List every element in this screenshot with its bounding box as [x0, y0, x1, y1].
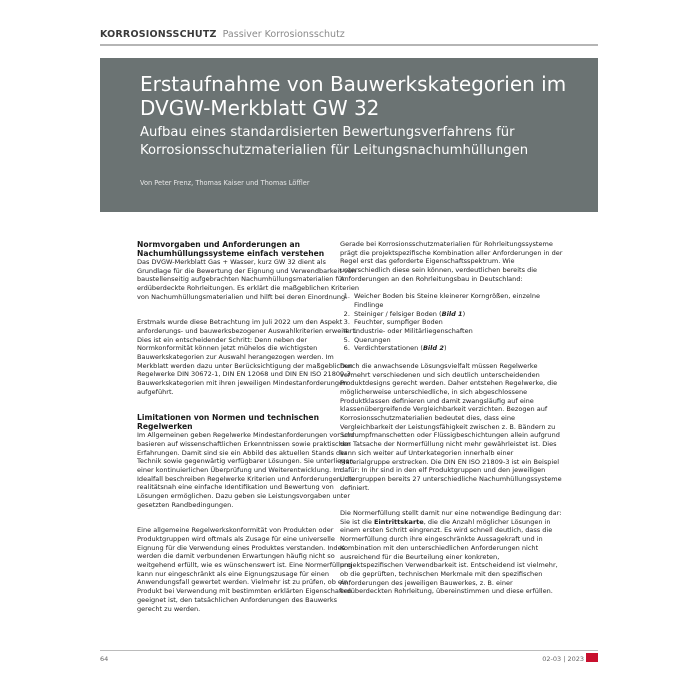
- left-column: [137, 240, 361, 622]
- page-footer: [100, 650, 598, 667]
- issue-label: 02-03 | 2023: [542, 655, 584, 663]
- list-item: 2. Steiniger / felsiger Boden (Bild 1): [352, 310, 564, 319]
- paragraph: Durch die anwachsende Lösungsvielfalt müssen Regelwerke vermehrt verschiedenen und sich deutlich unterscheidenden Produktdesigns gerecht werden. Daher entstehen Regelwerke, die möglicherweise unterschiedliche, in sich abgeschlossene Produktklassen definieren und damit zwangsläufig auf eine klassenübergreifende Vergleichbarkeit verzichten. Bezogen auf Korrosionsschutzmaterialien bedeutet dies, dass eine Vergleichbarkeit der Leistungsfähigkeit zwischen z. B. Bändern zu Schrumpfmanschetten oder Flüssigbeschichtungen allein aufgrund der Tatsache der Normerfüllung nicht mehr gewährleistet ist. Dies kann sich weiter auf Unterkategorien innerhalb einer Materialgruppe erstrecken. Die DIN EN ISO 21809-3 ist ein Beispiel dafür: In ihr sind in den elf Produktgruppen und den jeweiligen Untergruppen bereits 27 unterschiedliche Nachumhüllungssysteme definiert.: [340, 361, 562, 492]
- paragraph: Eine allgemeine Regelwerkskonformität von Produkten oder Produktgruppen wird oftmals als Zusage für eine universelle Eignung für die Verwendung eines Produktes verstanden. Indes werden die damit verbundenen Erwartungen häufig nicht so weitgehend erfüllt, wie es wünschenswert ist. Eine Normerfüllung kann nur eingeschränkt als eine Eignungszusage für einen Anwendungsfall gewertet werden. Vielmehr ist zu prüfen, ob ein Produkt bei Verwendung mit bestimmten erklärten Eigenschaften geeignet ist, den tatsächlichen Anforderungen des Bauwerks gerecht zu werden.: [137, 526, 353, 613]
- paragraph: Erstmals wurde diese Betrachtung im Juli 2022 um den Aspekt anforderungs- und bauwerksbezogener Auswahlkriterien erweitert. Dies ist ein entscheidender Schritt: Denn neben der Normkonformität können jetzt mühelos die wichtigsten Bauwerkskategorien zur Auswahl herangezogen werden. Im Merkblatt werden dazu unter Berücksichtigung der maßgeblichen Regelwerke DIN 30672-1, DIN EN 12068 und DIN EN ISO 21809-3 Bauwerkskategorien mit ihren jeweiligen Mindestanforderungen aufgeführt.: [137, 318, 358, 396]
- right-column: [340, 240, 564, 605]
- running-header: [100, 28, 598, 46]
- list-item: 1. Weicher Boden bis Steine kleinerer Korngrößen, einzelne Findlinge: [352, 292, 564, 309]
- subsection-label: Passiver Korrosionsschutz: [222, 29, 345, 40]
- article-title: Erstaufnahme von Bauwerkskategorien im DVGW-Merkblatt GW 32: [140, 72, 567, 120]
- section-heading-limitations: Limitationen von Normen und technischen Regelwerken: [137, 413, 319, 432]
- soil-requirements-list: [340, 292, 564, 353]
- paragraph: Die Normerfüllung stellt damit nur eine notwendige Bedingung dar: Sie ist die Eintrittskarte, die die Anzahl möglicher Lösungen in einem ersten Schritt eingrenzt. Es wird schnell deutlich, dass die Normerfüllung durch ihre eingeschränkte Aussagekraft und in Kombination mit den unterschiedlichen Anforderungen nicht ausreichend für die Beurteilung einer konkreten, projektspezifischen Verwendbarkeit ist. Entscheidend ist vielmehr, ob die geprüften, technischen Merkmale mit den spezifischen Anforderungen des jeweiligen Bauwerkes, z. B. einer erdüberdeckten Rohrleitung, übereinstimmen und diese erfüllen.: [340, 509, 562, 596]
- list-item: 6. Verdichterstationen (Bild 2): [352, 344, 564, 353]
- article-subtitle: Aufbau eines standardisierten Bewertungsverfahrens für Korrosionsschutzmaterialien für Leitungsnachumhüllungen: [140, 125, 529, 158]
- page-number: 64: [100, 655, 109, 663]
- paragraph: Im Allgemeinen geben Regelwerke Mindestanforderungen vor und basieren auf wissenschaftlichen Erkenntnissen sowie praktischen Erfahrungen. Damit sind sie ein Abbild des aktuellen Stands der Technik sowie gegenwärtig verfügbarer Lösungen. Sie unterliegen einer kontinuierlichen Überprüfung und Weiterentwicklung. Im Idealfall beschreiben Regelwerke Kriterien und Anforderungen, die realitätsnah eine einfache Identifikation und Bewertung von Lösungen ermöglichen. Dazu geben sie Leistungsvorgaben unter gesetzten Randbedingungen.: [137, 431, 356, 509]
- publisher-logo-icon: [586, 653, 598, 662]
- paragraph: Das DVGW-Merkblatt Gas + Wasser, kurz GW 32 dient als Grundlage für die Bewertung der Eignung und Verwendbarkeit von baustellenseitig aufgebrachten Nachumhüllungsmaterialien für erdüberdeckte Rohrleitungen. Es erklärt die maßgeblichen Kriterien von Nachumhüllungsmaterialien und hilft bei deren Einordnung.: [137, 258, 360, 301]
- list-item: 3. Feuchter, sumpfiger Boden: [352, 318, 564, 327]
- paragraph: Gerade bei Korrosionsschutzmaterialien für Rohrleitungssysteme prägt die projektspezifische Kombination aller Anforderungen in der Regel erst das geforderte Eigenschaftsspektrum. Wie unterschiedlich diese sein können, verdeutlichen bereits die Anforderungen an den Rohrleitungsbau in Deutschland:: [340, 240, 563, 283]
- section-label: KORROSIONSSCHUTZ: [100, 29, 217, 40]
- figure-reference: Bild 1: [441, 309, 463, 318]
- section-heading-norms: Normvorgaben und Anforderungen an Nachumhüllungssysteme einfach verstehen: [137, 240, 325, 258]
- list-item: 5. Querungen: [352, 336, 564, 345]
- article-authors: Von Peter Frenz, Thomas Kaiser und Thomas Löffler: [140, 179, 310, 187]
- emphasis: Eintrittskarte: [374, 517, 424, 526]
- list-item: 4. Industrie- oder Militärliegenschaften: [352, 327, 564, 336]
- figure-reference: Bild 2: [422, 344, 444, 353]
- title-banner: [100, 58, 598, 212]
